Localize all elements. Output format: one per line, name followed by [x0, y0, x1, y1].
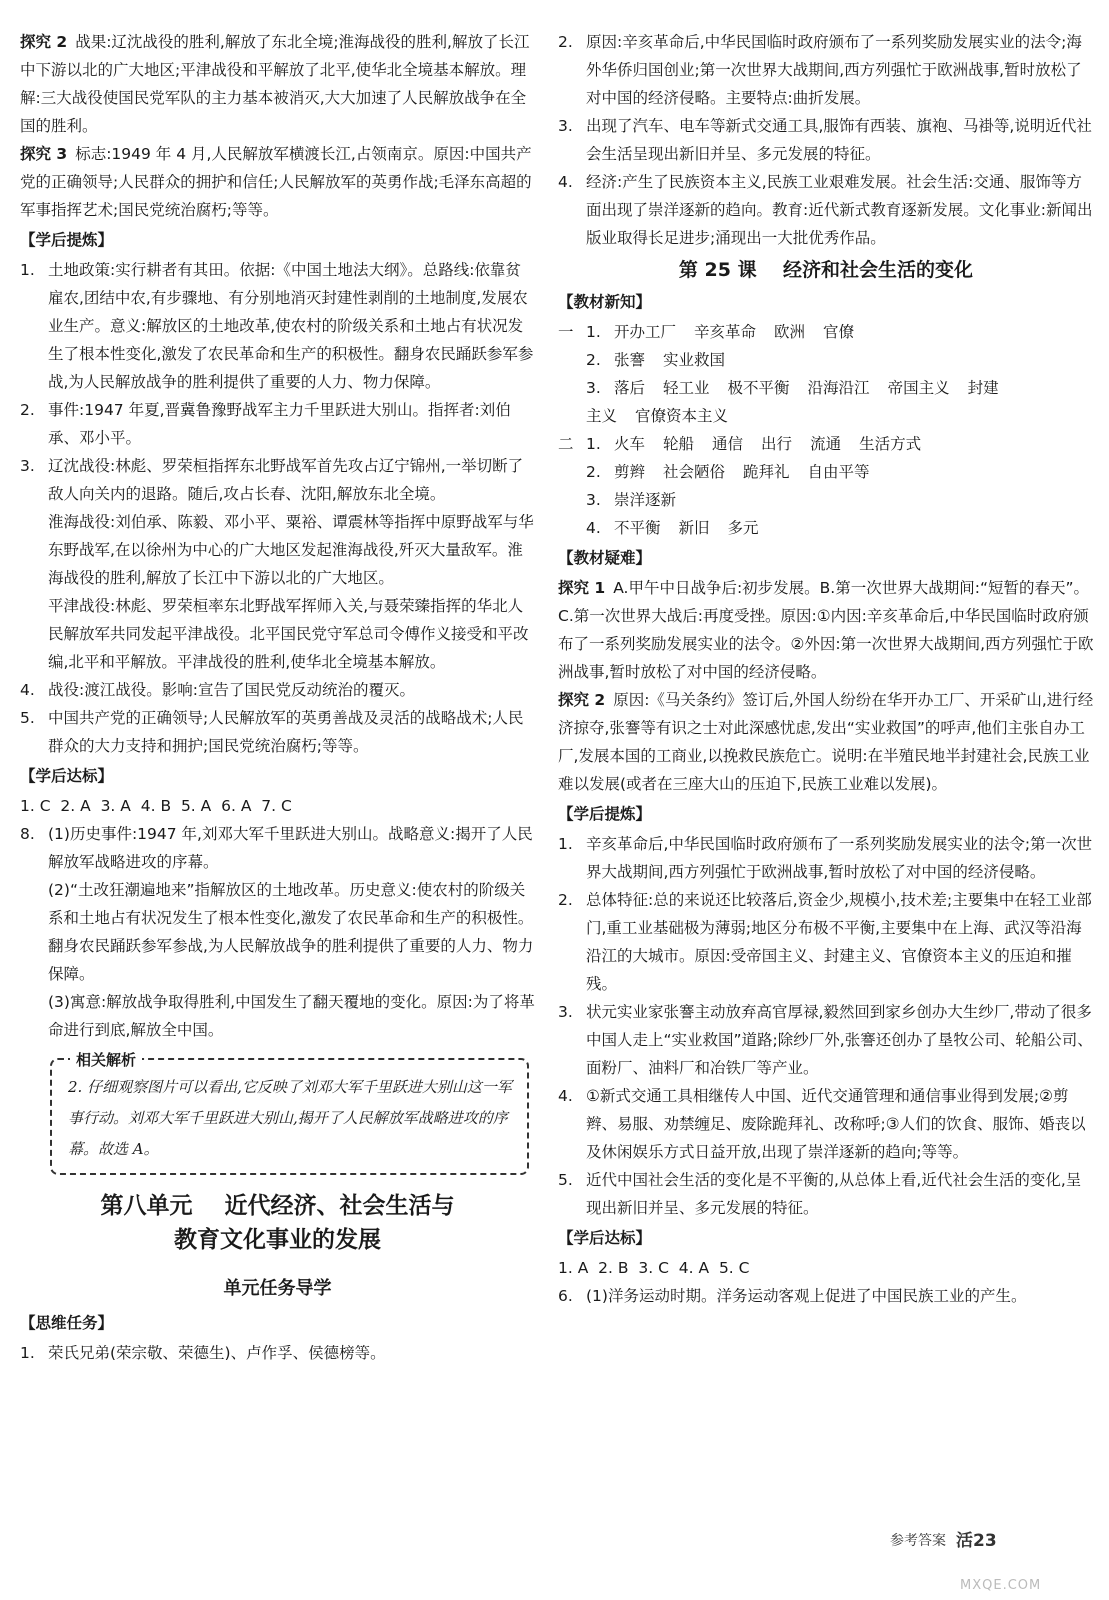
item-number: 3. [558, 1003, 573, 1021]
keyword: 社会陋俗 [663, 463, 726, 481]
keyword: 生活方式 [859, 435, 922, 453]
list-item [558, 1166, 1094, 1222]
item-text: ①新式交通工具相继传人中国、近代交通管理和通信事业得到发展;②剪辫、易服、劝禁缠足、废除跪拜礼、改称呼;③人们的饮食、服饰、婚丧以及休闲娱乐方式日益开放,出现了崇洋逐新的趋向;等等。 [586, 1087, 1086, 1161]
q8-part-1: (1)历史事件:1947 年,刘邓大军千里跃进大别山。战略意义:揭开了人民解放军战略进攻的序幕。 [48, 825, 533, 871]
question-8 [20, 820, 535, 1044]
keyword: 多元 [727, 519, 759, 537]
keyword: 官僚 [823, 323, 855, 341]
keyword-line [614, 318, 872, 346]
item-number: 4. [558, 173, 573, 191]
keyword-line [558, 486, 1094, 514]
keyword: 轮船 [663, 435, 695, 453]
item-number: 2. [558, 33, 573, 51]
item-text: 总体特征:总的来说还比较落后,资金少,规模小,技术差;主要集中在轻工业部门,重工业基础极为薄弱;地区分布极不平衡,主要集中在上海、武汉等沿海沿江的大城市。原因:受帝国主义、封建主义、官僚资本主义的压迫和摧残。 [586, 891, 1092, 993]
keyword: 欧洲 [774, 323, 806, 341]
item-text: 土地政策:实行耕者有其田。依据:《中国土地法大纲》。总路线:依靠贫雇农,团结中农,有步骤地、有分别地消灭封建性剥削的土地制度,发展农业生产。意义:解放区的土地改革,使农村的阶级关系和土地占有状况发生了根本性变化,激发了农民革命和生产的积极性。翻身农民踊跃参军参战,为人民解放战争的胜利提供了重要的人力、物力保障。 [48, 261, 534, 391]
keyword: 实业救国 [663, 351, 726, 369]
lesson-title: 第 25 课 经济和社会生活的变化 [678, 259, 974, 281]
keyword: 跪拜礼 [743, 463, 790, 481]
keyword-line [558, 514, 1094, 542]
list-item [558, 1282, 1094, 1310]
keyword: 封建 [967, 379, 999, 397]
right-column [558, 28, 1094, 1310]
pingjin-paragraph: 平津战役:林彪、罗荣桓率东北野战军挥师入关,与聂荣臻指挥的华北人民解放军共同发起平津战役。北平国民党守军总司令傅作义接受和平改编,北平和平解放。平津战役的胜利,使华北全境基本解放。 [48, 597, 529, 671]
item-text: 事件:1947 年夏,晋冀鲁豫野战军主力千里跃进大别山。指挥者:刘伯承、邓小平。 [48, 401, 511, 447]
list-item [20, 704, 535, 760]
explore-2-text: 战果:辽沈战役的胜利,解放了东北全境;淮海战役的胜利,解放了长江中下游以北的广大地区;平津战役和平解放了北平,使华北全境基本解放。理解:三大战役使国民党军队的主力基本被消灭,大大加速了人民解放战争在全国的胜利。 [20, 33, 530, 135]
item-text: 辽沈战役:林彪、罗荣桓指挥东北野战军首先攻占辽宁锦州,一举切断了敌人向关内的退路。随后,攻占长春、沈阳,解放东北全境。 [48, 457, 524, 503]
keyword: 主义 [586, 407, 618, 425]
list-item [558, 28, 1094, 112]
keyword: 开办工厂 [614, 323, 677, 341]
analysis-note-text: 2. 仔细观察图片可以看出,它反映了刘邓大军千里跃进大别山这一军事行动。刘邓大军千里跃进大别山,揭开了人民解放军战略进攻的序幕。故选 A。 [68, 1078, 512, 1158]
section-header-standard: 【学后达标】 [558, 1229, 652, 1247]
item-text: 中国共产党的正确领导;人民解放军的英勇善战及灵活的战略战术;人民群众的大力支持和拥护;国民党统治腐朽;等等。 [48, 709, 524, 755]
huaihai-paragraph: 淮海战役:刘伯承、陈毅、邓小平、粟裕、谭震林等指挥中原野战军与华东野战军,在以徐州为中心的广大地区发起淮海战役,歼灭大量敌军。淮海战役的胜利,解放了长江中下游以北的广大地区。 [48, 513, 534, 587]
page-footer [890, 1527, 997, 1555]
item-number: 2. [586, 351, 601, 369]
item-text: 战役:渡江战役。影响:宣告了国民党反动统治的覆灭。 [48, 681, 415, 699]
list-item [20, 676, 535, 704]
item-number: 2. [586, 463, 601, 481]
explore-3-paragraph [20, 140, 535, 224]
list-item [20, 452, 535, 508]
list-item [20, 1339, 535, 1367]
q8-part-3: (3)寓意:解放战争取得胜利,中国发生了翻天覆地的变化。原因:为了将革命进行到底,解放全中国。 [48, 993, 535, 1039]
item-number: 3. [586, 379, 601, 397]
keyword: 落后 [614, 379, 646, 397]
list-item [558, 998, 1094, 1082]
keyword: 流通 [810, 435, 842, 453]
keyword-line [558, 346, 1094, 374]
section-header-refine: 【学后提炼】 [558, 805, 652, 823]
q8-part-2: (2)“土改狂潮遍地来”指解放区的土地改革。历史意义:使农村的阶级关系和土地占有状况发生了根本性变化,激发了农民革命和生产的积极性。翻身农民踊跃参军参战,为人民解放战争的胜利提供了重要的人力、物力保障。 [48, 881, 534, 983]
answers-line: 1. A 2. B 3. C 4. A 5. C [558, 1259, 750, 1277]
item-text: (1)洋务运动时期。洋务运动客观上促进了中国民族工业的产生。 [586, 1287, 1027, 1305]
item-number: 3. [20, 457, 35, 475]
item-number: 1. [20, 1344, 35, 1362]
keyword: 新旧 [678, 519, 710, 537]
answers-line: 1. C 2. A 3. A 4. B 5. A 6. A 7. C [20, 797, 292, 815]
item-number: 1. [20, 261, 35, 279]
keyword: 极不平衡 [727, 379, 790, 397]
list-item [558, 886, 1094, 998]
item-number: 2. [20, 401, 35, 419]
item-text: 状元实业家张謇主动放弃高官厚禄,毅然回到家乡创办大生纱厂,带动了很多中国人走上“实业救国”道路;除纱厂外,张謇还创办了垦牧公司、轮船公司、面粉厂、油料厂和冶铁厂等产业。 [586, 1003, 1093, 1077]
explore-3-label: 探究 3 [20, 145, 68, 163]
left-column [20, 28, 535, 1367]
group-label: 一 [558, 323, 574, 341]
list-item [558, 168, 1094, 252]
list-item [558, 112, 1094, 168]
question-8-body [48, 820, 535, 1044]
keyword: 剪辫 [614, 463, 646, 481]
keyword: 帝国主义 [887, 379, 950, 397]
section-header-new: 【教材新知】 [558, 293, 652, 311]
item-number: 1. [558, 835, 573, 853]
group-label: 二 [558, 435, 574, 453]
page-number: 活23 [956, 1531, 997, 1551]
analysis-note-title: 相关解析 [70, 1045, 142, 1076]
keyword: 沿海沿江 [807, 379, 870, 397]
explore-2-text: 原因:《马关条约》签订后,外国人纷纷在华开办工厂、开采矿山,进行经济掠夺,张謇等有识之士对此深感忧虑,发出“实业救国”的呼声,他们主张自办工厂,发展本国的工商业,以挽救民族危亡。说明:在半殖民地半封建社会,民族工业难以发展(或者在三座大山的压迫下,民族工业难以发展)。 [558, 691, 1094, 793]
keyword: 崇洋逐新 [614, 491, 677, 509]
item-number: 1. [586, 435, 601, 453]
item-text: 出现了汽车、电车等新式交通工具,服饰有西装、旗袍、马褂等,说明近代社会生活呈现出新旧并呈、多元发展的特征。 [586, 117, 1092, 163]
item-number: 4. [558, 1087, 573, 1105]
explore-2-label: 探究 2 [20, 33, 68, 51]
keyword: 张謇 [614, 351, 646, 369]
section-header-standard: 【学后达标】 [20, 767, 114, 785]
keyword-line [558, 374, 1094, 402]
list-item [20, 396, 535, 452]
unit-guide-title: 单元任务导学 [223, 1278, 332, 1299]
item-text: 辛亥革命后,中华民国临时政府颁布了一系列奖励发展实业的法令;第一次世界大战期间,西方列强忙于欧洲战事,暂时放松了对中国的经济侵略。 [586, 835, 1093, 881]
keyword-group-2 [558, 430, 1094, 458]
keyword-group-1 [558, 318, 1094, 346]
explore-3-text: 标志:1949 年 4 月,人民解放军横渡长江,占领南京。原因:中国共产党的正确领导;人民群众的拥护和信任;人民解放军的英勇作战;毛泽东高超的军事指挥艺术;国民党统治腐朽;等等。 [20, 145, 532, 219]
keyword: 轻工业 [663, 379, 710, 397]
item-number: 1. [586, 323, 601, 341]
explore-2-label: 探究 2 [558, 691, 606, 709]
item-number: 6. [558, 1287, 573, 1305]
keyword: 官僚资本主义 [635, 407, 729, 425]
keyword: 自由平等 [807, 463, 870, 481]
keyword: 出行 [761, 435, 793, 453]
explore-1-label: 探究 1 [558, 579, 606, 597]
item-text: 原因:辛亥革命后,中华民国临时政府颁布了一系列奖励发展实业的法令;海外华侨归国创业;第一次世界大战期间,西方列强忙于欧洲战事,暂时放松了对中国的经济侵略。主要特点:曲折发展。 [586, 33, 1082, 107]
item-text: 近代中国社会生活的变化是不平衡的,从总体上看,近代社会生活的变化,呈现出新旧并呈、多元发展的特征。 [586, 1171, 1082, 1217]
watermark-logo: MXQE.COM [960, 1578, 1042, 1593]
keyword-line [558, 402, 1094, 430]
item-number: 5. [20, 709, 35, 727]
item-number: 8. [20, 825, 35, 843]
list-item [558, 1082, 1094, 1166]
keyword-line [558, 458, 1094, 486]
unit-title-line-1: 第八单元 近代经济、社会生活与 [100, 1193, 455, 1219]
item-number: 2. [558, 891, 573, 909]
section-header-refine: 【学后提炼】 [20, 231, 114, 249]
explore-1-text: A.甲午中日战争后:初步发展。B.第一次世界大战期间:“短暂的春天”。C.第一次世界大战后:再度受挫。原因:①内因:辛亥革命后,中华民国临时政府颁布了一系列奖励发展实业的法令。②外因:第一次世界大战期间,西方列强忙于欧洲战事,暂时放松了对中国的经济侵略。 [558, 579, 1094, 681]
explore-1-paragraph [558, 574, 1094, 686]
list-item [20, 256, 535, 396]
item-text: 经济:产生了民族资本主义,民族工业艰难发展。社会生活:交通、服饰等方面出现了崇洋逐新的趋向。教育:近代新式教育逐新发展。文化事业:新闻出版业取得长足进步;涌现出一大批优秀作品。 [586, 173, 1093, 247]
keyword: 辛亥革命 [694, 323, 757, 341]
keyword: 不平衡 [614, 519, 661, 537]
section-header-difficult: 【教材疑难】 [558, 549, 652, 567]
section-header-thinking: 【思维任务】 [20, 1314, 114, 1332]
analysis-note-box [50, 1051, 529, 1175]
item-number: 4. [586, 519, 601, 537]
keyword: 通信 [712, 435, 744, 453]
unit-title-line-2: 教育文化事业的发展 [174, 1227, 381, 1253]
item-number: 4. [20, 681, 35, 699]
explore-2-paragraph [558, 686, 1094, 798]
footer-label: 参考答案 [890, 1533, 946, 1549]
item-number: 5. [558, 1171, 573, 1189]
item-text: 荣氏兄弟(荣宗敬、荣德生)、卢作孚、侯德榜等。 [48, 1344, 386, 1362]
list-item [558, 830, 1094, 886]
item-number: 3. [558, 117, 573, 135]
item-number: 3. [586, 491, 601, 509]
explore-2-paragraph [20, 28, 535, 140]
keyword: 火车 [614, 435, 646, 453]
